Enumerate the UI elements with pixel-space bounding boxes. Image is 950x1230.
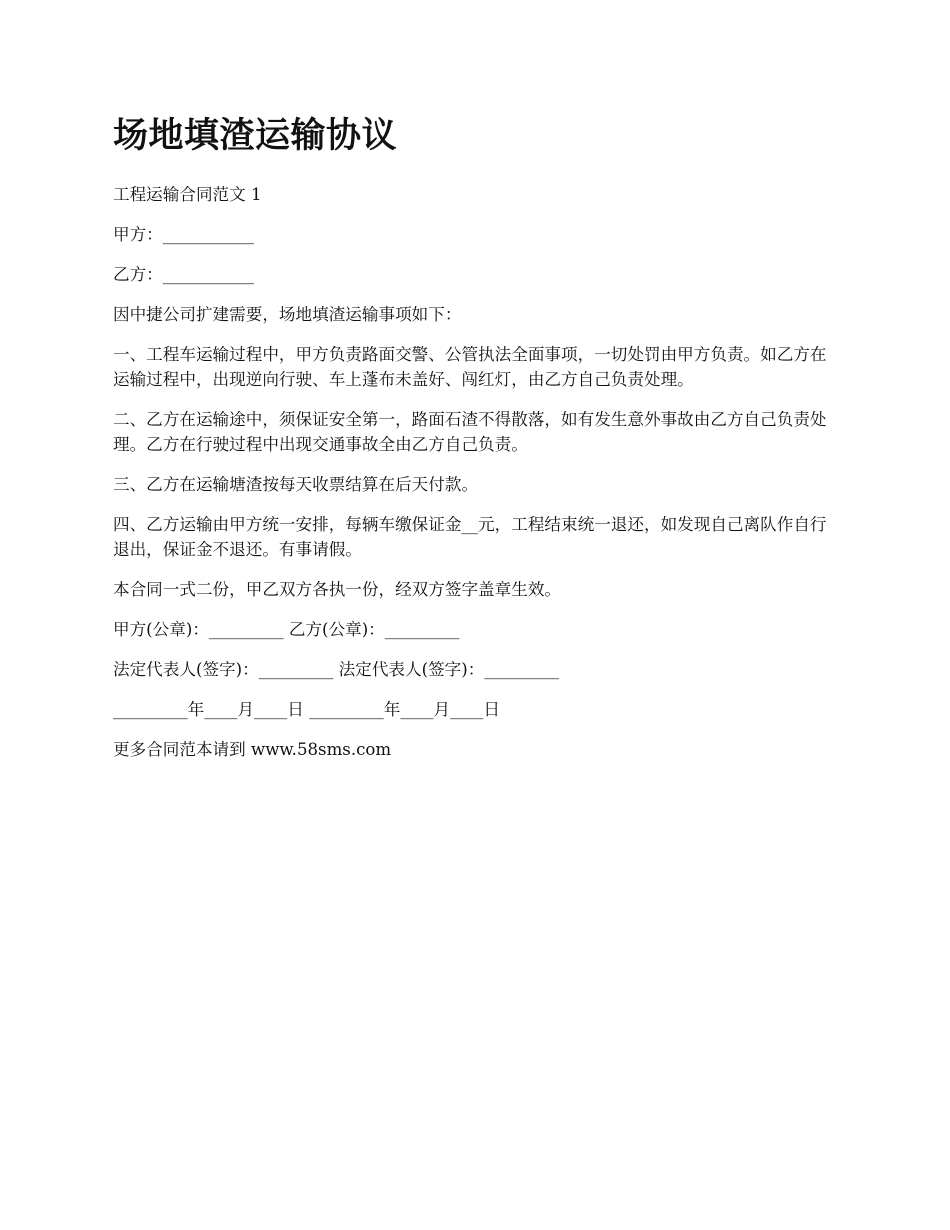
signature-line: 法定代表人(签字)：_________ 法定代表人(签字)：_________ (113, 660, 560, 679)
intro-paragraph: 因中捷公司扩建需要，场地填渣运输事项如下： (113, 305, 462, 324)
footer-note: 更多合同范本请到 www.58sms.com (113, 740, 392, 759)
party-a-line: 甲方：___________ (113, 225, 255, 244)
copies-statement: 本合同一式二份，甲乙双方各执一份，经双方签字盖章生效。 (113, 580, 562, 599)
seal-line: 甲方(公章)：_________ 乙方(公章)：_________ (113, 620, 460, 639)
document-title: 场地填渣运输协议 (113, 115, 398, 156)
document-page (113, 112, 843, 777)
party-b-line: 乙方：___________ (113, 265, 255, 284)
clause-3: 三、乙方在运输塘渣按每天收票结算在后天付款。 (113, 475, 479, 494)
clause-4: 四、乙方运输由甲方统一安排，每辆车缴保证金__元，工程结束统一退还，如发现自己离队作自行退出，保证金不退还。有事请假。 (113, 515, 827, 559)
date-line: _________年____月____日 _________年____月____日 (113, 700, 500, 719)
clause-2: 二、乙方在运输途中，须保证安全第一，路面石渣不得散落，如有发生意外事故由乙方自己负责处理。乙方在行驶过程中出现交通事故全由乙方自己负责。 (113, 410, 827, 454)
clause-1: 一、工程车运输过程中，甲方负责路面交警、公管执法全面事项，一切处罚由甲方负责。如乙方在运输过程中，出现逆向行驶、车上蓬布未盖好、闯红灯，由乙方自己负责处理。 (113, 345, 827, 389)
document-subtitle: 工程运输合同范文 1 (113, 185, 262, 204)
